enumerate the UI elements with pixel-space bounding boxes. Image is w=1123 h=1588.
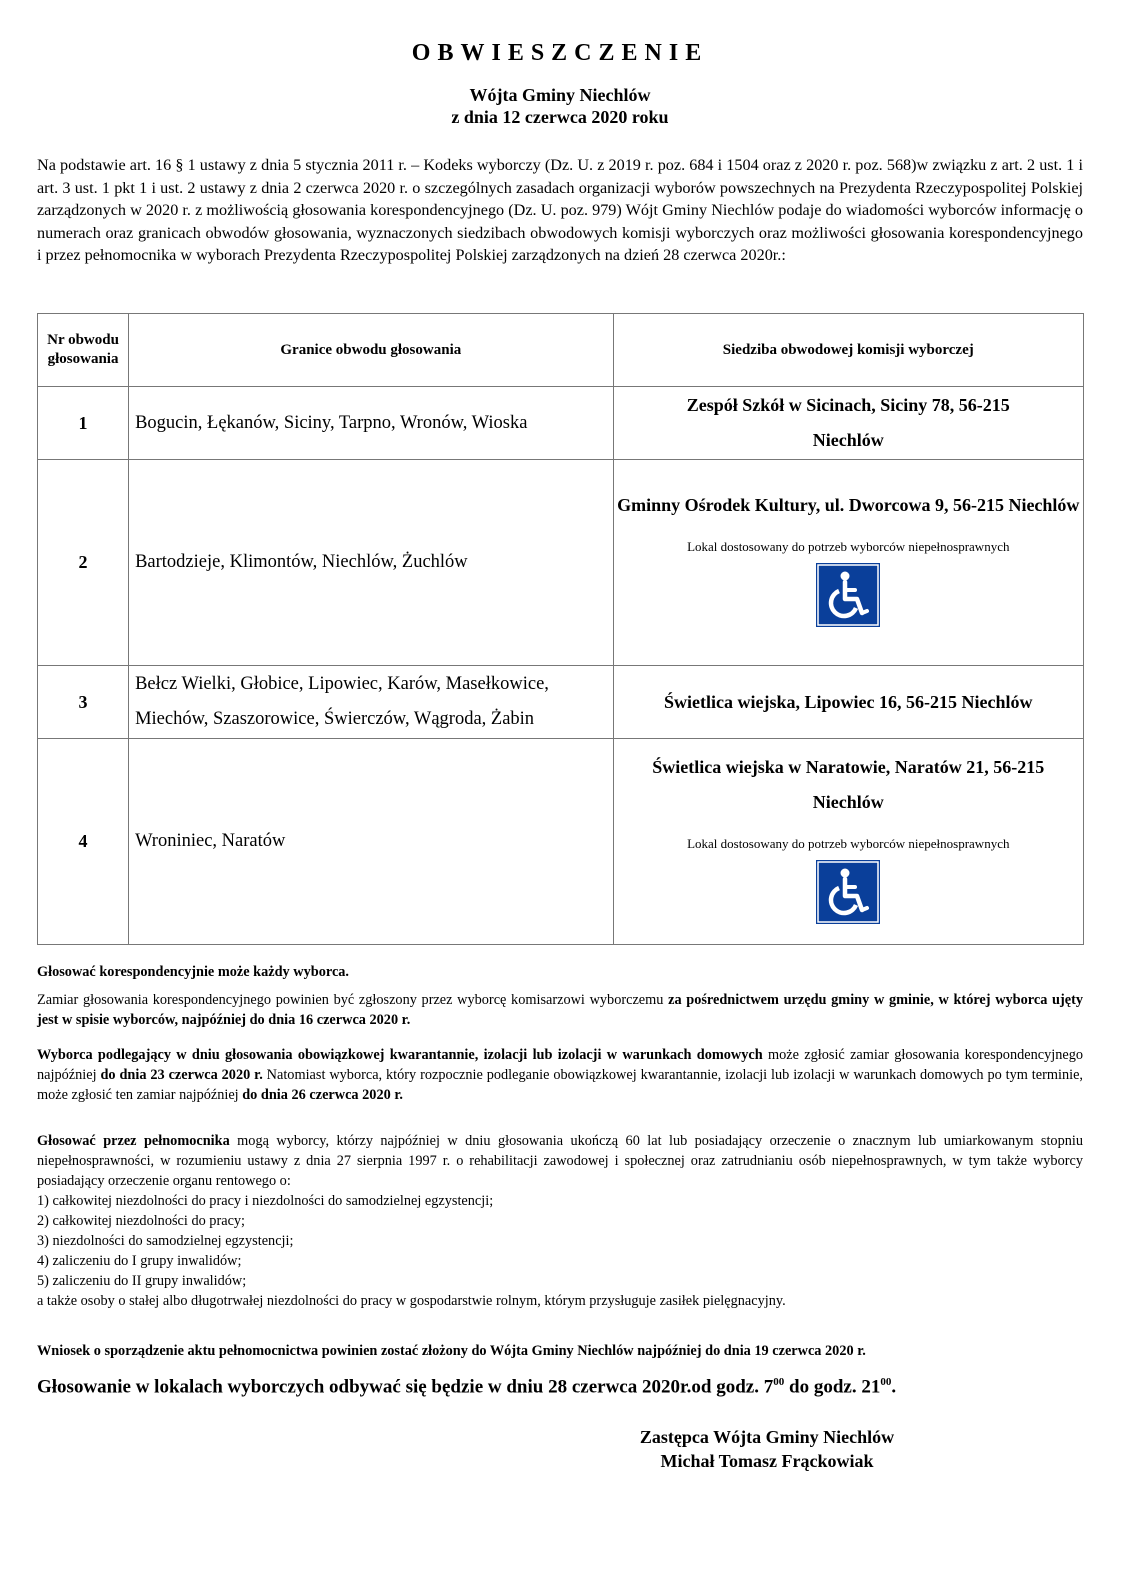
voting-districts-table: [37, 313, 1084, 945]
commission-seat: [613, 387, 1083, 460]
wheelchair-accessible-icon: [816, 563, 880, 627]
signatory-name: Michał Tomasz Frąckowiak: [660, 1451, 874, 1471]
seat-address: Zespół Szkół w Sicinach, Siciny 78, 56-215 Niechlów: [686, 395, 1010, 450]
accessibility-note: Lokal dostosowany do potrzeb wyborców niepełnosprawnych: [687, 835, 1010, 851]
postal-voting-paragraph: Zamiar głosowania korespondencyjnego powinien być zgłoszony przez wyborcę komisarzowi wyborczemu za pośrednictwem urzędu gminy w gminie, w której wyborca ujęty jest w spisie wyborców, najpóźniej do dnia 16 czerwca 2020 r.: [37, 992, 1083, 1028]
header-commission-seat: Siedziba obwodowej komisji wyborczej: [613, 314, 1083, 387]
list-item: 1) całkowitej niezdolności do pracy i niezdolności do samodzielnej egzystencji;: [37, 1193, 494, 1209]
district-boundaries: Bełcz Wielki, Głobice, Lipowiec, Karów, Masełkowice, Miechów, Szaszorowice, Świerczów, Wągroda, Żabin: [129, 666, 613, 739]
accessibility-note: Lokal dostosowany do potrzeb wyborców niepełnosprawnych: [687, 539, 1010, 554]
commission-seat: [613, 739, 1083, 945]
list-item: 5) zaliczeniu do II grupy inwalidów;: [37, 1273, 247, 1289]
district-number: 3: [38, 666, 129, 739]
district-number: 1: [38, 387, 129, 460]
commission-seat: [613, 460, 1083, 666]
table-row: [38, 666, 1084, 739]
district-boundaries: Wroniniec, Naratów: [129, 739, 613, 945]
district-number: 4: [38, 739, 129, 945]
list-item: 3) niezdolności do samodzielnej egzystencji;: [37, 1233, 294, 1249]
table-row: [38, 460, 1084, 666]
list-item: 4) zaliczeniu do I grupy inwalidów;: [37, 1253, 242, 1269]
header-district-boundaries: Granice obwodu głosowania: [129, 314, 613, 387]
issuer: Wójta Gminy Niechlów: [469, 85, 651, 105]
header-district-number: Nr obwodu głosowania: [38, 314, 129, 387]
proxy-voting-paragraph: Głosować przez pełnomocnika mogą wyborcy, którzy najpóźniej w dniu głosowania ukończą 60 lat lub posiadający orzeczenie o znacznym lub umiarkowanym stopniu niepełnosprawności, w rozumieniu ustawy z dnia 27 sierpnia 1997 r. o rehabilitacji zawodowej i społecznej oraz zatrudnianiu osób niepełnosprawnych, w tym także wyborcy posiadający orzeczenie organu rentowego o:: [37, 1133, 1083, 1189]
district-boundaries: Bartodzieje, Klimontów, Niechlów, Żuchlów: [129, 460, 613, 666]
wheelchair-accessible-icon: [816, 860, 880, 924]
quarantine-paragraph: Wyborca podlegający w dniu głosowania obowiązkowej kwarantannie, izolacji lub izolacji w warunkach domowych może zgłosić zamiar głosowania korespondencyjnego najpóźniej do dnia 23 czerwca 2020 r. Natomiast wyborca, który rozpocznie podleganie obowiązkowej kwarantannie, izolacji lub izolacji w warunkach domowych po tym terminie, może zgłosić ten zamiar najpóźniej do dnia 26 czerwca 2020 r.: [37, 1047, 1083, 1103]
document-title: OBWIESZCZENIE: [411, 40, 709, 66]
commission-seat: [613, 666, 1083, 739]
seat-address: Świetlica wiejska w Naratowie, Naratów 21, 56-215 Niechlów: [652, 756, 1045, 812]
table-row: [38, 739, 1084, 945]
issue-date: z dnia 12 czerwca 2020 roku: [451, 107, 669, 127]
signature-block: [607, 1425, 927, 1473]
district-boundaries: Bogucin, Łękanów, Siciny, Tarpno, Wronów, Wioska: [129, 387, 613, 460]
district-number: 2: [38, 460, 129, 666]
document-subtitle: [37, 84, 1083, 128]
signatory-title: Zastępca Wójta Gminy Niechlów: [639, 1427, 895, 1447]
postal-voting-heading: Głosować korespondencyjnie może każdy wyborca.: [37, 964, 350, 980]
proxy-eligibility-list: [37, 1191, 1083, 1311]
proxy-deadline-notice: Wniosek o sporządzenie aktu pełnomocnictwa powinien zostać złożony do Wójta Gminy Niechlów najpóźniej do dnia 19 czerwca 2020 r.: [37, 1343, 866, 1359]
list-item: 2) całkowitej niezdolności do pracy;: [37, 1213, 246, 1229]
voting-hours-notice: Głosowanie w lokalach wyborczych odbywać się będzie w dniu 28 czerwca 2020r.od godz. $7^{00}$ do godz. $21^{00}$.: [37, 1376, 897, 1398]
list-item: a także osoby o stałej albo długotrwałej niezdolności do pracy w gospodarstwie rolnym, którym przysługuje zasiłek pielęgnacyjny.: [37, 1293, 786, 1309]
seat-address: Gminny Ośrodek Kultury, ul. Dworcowa 9, 56-215 Niechlów: [617, 495, 1080, 515]
table-header-row: [38, 314, 1084, 387]
intro-paragraph: Na podstawie art. 16 § 1 ustawy z dnia 5 stycznia 2011 r. – Kodeks wyborczy (Dz. U. z 2019 r. poz. 684 i 1504 oraz z 2020 r. poz. 568)w związku z art. 2 ust. 1 i art. 3 ust. 1 pkt 1 i ust. 2 ustawy z dnia 2 czerwca 2020 r. o szczególnych zasadach organizacji wyborów powszechnych na Prezydenta Rzeczypospolitej Polskiej zarządzonych w 2020 r. z możliwością głosowania korespondencyjnego (Dz. U. poz. 979) Wójt Gminy Niechlów podaje do wiadomości wyborców informację o numerach oraz granicach obwodów głosowania, wyznaczonych siedzibach obwodowych komisji wyborczych oraz możliwości głosowania korespondencyjnego i przez pełnomocnika w wyborach Prezydenta Rzeczypospolitej Polskiej zarządzonych na dzień 28 czerwca 2020r.:: [37, 156, 1083, 265]
table-row: [38, 387, 1084, 460]
seat-address: Świetlica wiejska, Lipowiec 16, 56-215 Niechlów: [664, 691, 1033, 712]
